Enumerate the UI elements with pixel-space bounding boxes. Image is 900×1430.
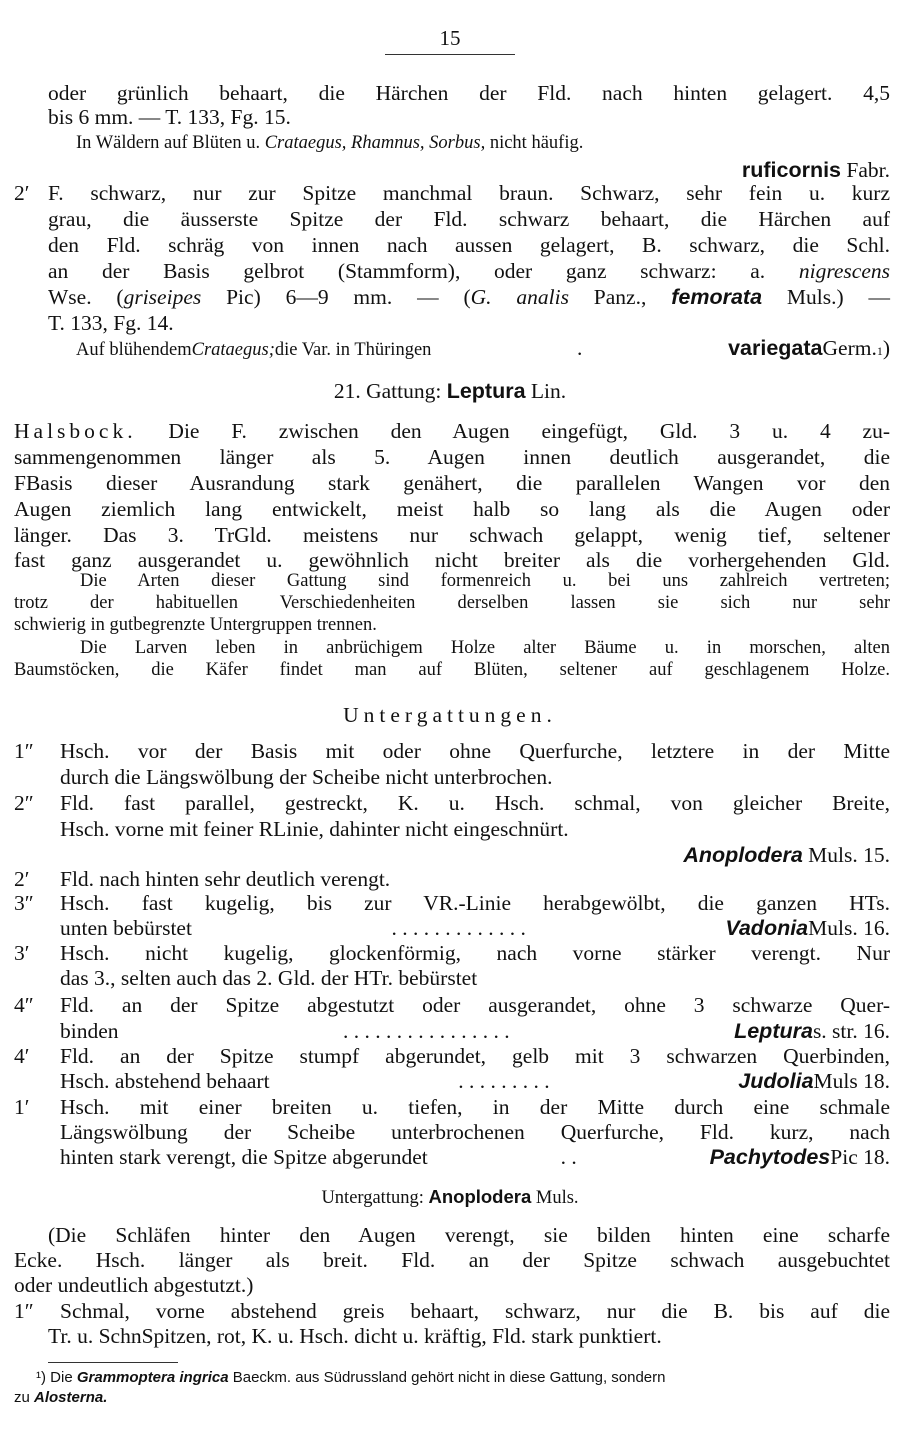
- subgenus-name: Vadonia: [725, 916, 809, 940]
- habitat-text: In Wäldern auf Blüten u.: [76, 133, 265, 153]
- footnote-mark: ¹) Die: [36, 1369, 77, 1386]
- genus-desc-line-6: fast ganz ausgerandet u. gewöhnlich nicht breiter als die vorhergehenden Gld.: [14, 548, 890, 572]
- variegata-text-line-3: den Fld. schräg von innen nach aussen gelagert, B. schwarz, die Schl.: [48, 233, 890, 257]
- footnote-rule: [48, 1362, 178, 1363]
- genus-name: Leptura: [446, 379, 526, 403]
- subgenus-desc-line-3: oder undeutlich abgestutzt.): [14, 1273, 254, 1297]
- text: Pic) 6—9 mm. — (: [201, 285, 471, 309]
- subgenus-desc-line-1: (Die Schläfen hinter den Augen verengt, sie bilden hinten eine scharfe: [48, 1223, 890, 1247]
- subgenus-heading: [0, 1186, 900, 1209]
- synonym-name: G. analis: [470, 285, 569, 309]
- subgenus-author: Muls 18.: [813, 1069, 890, 1093]
- ruficornis-text-line-2: bis 6 mm. — T. 133, Fg. 15.: [48, 105, 291, 129]
- species-author: Fabr.: [841, 158, 890, 182]
- habitat-text: die Var. in Thüringen: [274, 340, 432, 360]
- species-variegata: [76, 335, 890, 364]
- key-label: 2″: [14, 791, 34, 815]
- variegata-text-line-2: grau, die äusserste Spitze der Fld. schwarz behaart, die Härchen auf: [48, 207, 890, 231]
- subgenus-pachytodes-entry: [60, 1144, 890, 1170]
- ruficornis-habitat: [76, 132, 583, 154]
- subgenus-vadonia-entry: [60, 915, 890, 941]
- subgenus-key-line-2: Tr. u. SchnSpitzen, rot, K. u. Hsch. dicht u. kräftig, Fld. stark punktiert.: [48, 1324, 662, 1348]
- text: Panz.,: [568, 285, 672, 309]
- species-name-variegata: variegata: [728, 336, 823, 360]
- habitat-text-end: nicht häufig.: [485, 133, 584, 153]
- key-label: 4′: [14, 1044, 30, 1068]
- subgenus-author: Muls. 16.: [808, 916, 890, 940]
- subgenus-author: s. str. 16.: [812, 1019, 890, 1043]
- synonym-name: femorata: [671, 285, 763, 309]
- plant-names: Crataegus, Rhamnus, Sorbus,: [264, 133, 486, 153]
- genus-note-line-2: trotz der habituellen Verschiedenheiten derselben lassen sie sich nur sehr: [14, 593, 890, 613]
- text: unten bebürstet: [60, 916, 192, 940]
- footnote-line-1: [36, 1369, 666, 1387]
- text: binden: [60, 1019, 119, 1043]
- subgenus-name: Judolia: [738, 1069, 814, 1093]
- species-author: Germ.: [822, 336, 877, 360]
- species-name-ruficornis: ruficornis: [741, 158, 842, 182]
- footnote-genus: Alosterna.: [34, 1389, 108, 1406]
- subgenus-leptura-entry: [60, 1018, 890, 1044]
- genus-heading: [0, 378, 900, 404]
- subgenera-heading: Untergattungen.: [343, 703, 557, 727]
- genus-desc-line-4: Augen ziemlich lang entwickelt, meist halb so lang als die Augen oder: [14, 497, 890, 521]
- text: Muls.) —: [762, 285, 890, 309]
- genus-author: Lin.: [525, 379, 567, 403]
- footnote-text: Baeckm. aus Südrussland gehört nicht in diese Gattung, sondern: [228, 1369, 666, 1386]
- key-label: 3′: [14, 941, 30, 965]
- leader-dots: . . . . . . . . .: [458, 1069, 550, 1093]
- text: ): [882, 336, 890, 360]
- page-number: 15: [439, 26, 461, 50]
- subgenus-name: Leptura: [734, 1019, 813, 1043]
- genus-desc-line-2: sammengenommen länger als 5. Augen innen deutlich ausgerandet, die: [14, 445, 890, 469]
- key-label: 2′: [14, 867, 30, 891]
- key-label: 4″: [14, 993, 34, 1017]
- plant-name: Crataegus;: [191, 340, 275, 360]
- common-name: Halsbock.: [14, 419, 137, 443]
- subgenus-prefix: Untergattung:: [321, 1188, 429, 1208]
- key-2-line-1: Fld. fast parallel, gestreckt, K. u. Hsch. schmal, von gleicher Breite,: [60, 791, 890, 815]
- subgenus-author: Pic 18.: [830, 1145, 890, 1169]
- footnote-line-2: [14, 1389, 107, 1407]
- key-3-line-1: Fld. nach hinten sehr deutlich verengt.: [60, 867, 391, 891]
- genus-desc-line-3: FBasis dieser Ausrandung stark genähert, die parallelen Wangen vor den: [14, 471, 890, 495]
- subgenus-anoplodera-entry: [60, 842, 890, 868]
- genus-note-line-1: Die Arten dieser Gattung sind formenreich u. bei uns zahlreich vertreten;: [80, 571, 890, 591]
- leader-dots: . .: [560, 1145, 577, 1169]
- variegata-text-line-4: [48, 258, 890, 284]
- subgenus-heading-name: Anoplodera: [428, 1186, 532, 1207]
- genus-note-line-4: Die Larven leben in anbrüchigem Holze alter Bäume u. in morschen, alten: [80, 638, 890, 658]
- key-5-line-2: das 3., selten auch das 2. Gld. der HTr. bebürstet: [60, 966, 478, 990]
- subgenus-desc-line-2: Ecke. Hsch. länger als breit. Fld. an der Spitze schwach ausgebuchtet: [14, 1248, 890, 1272]
- key-label: 1″: [14, 1299, 34, 1323]
- genus-prefix: 21. Gattung:: [333, 379, 447, 403]
- leader-dots: . . . . . . . . . . . . . . . .: [343, 1019, 510, 1043]
- key-label: 2′: [14, 181, 30, 205]
- key-2-line-2: Hsch. vorne mit feiner RLinie, dahinter nicht eingeschnürt.: [60, 817, 569, 841]
- variegata-text-line-6: T. 133, Fg. 14.: [48, 311, 174, 335]
- key-label: 3″: [14, 891, 34, 915]
- key-8-line-1: Hsch. mit einer breiten u. tiefen, in der Mitte durch eine schmale: [60, 1095, 890, 1119]
- key-5-line-1: Hsch. nicht kugelig, glockenförmig, nach vorne stärker verengt. Nur: [60, 941, 890, 965]
- genus-desc-line-1: [14, 418, 890, 444]
- key-7-line-1: Fld. an der Spitze stumpf abgerundet, gelb mit 3 schwarzen Querbinden,: [60, 1044, 890, 1068]
- ruficornis-text-line-1: oder grünlich behaart, die Härchen der Fld. nach hinten gelagert. 4,5: [48, 81, 890, 105]
- variety-name: nigrescens: [798, 259, 890, 283]
- synonym-name: griseipes: [123, 285, 202, 309]
- subgenus-name: Pachytodes: [709, 1145, 831, 1169]
- subgenus-key-line-1: Schmal, vorne abstehend greis behaart, schwarz, nur die B. bis auf die: [60, 1299, 890, 1323]
- footnote-text: zu: [14, 1389, 35, 1406]
- subgenus-author: Muls. 15.: [802, 843, 890, 867]
- variegata-text-line-5: [48, 284, 890, 310]
- header-rule: [385, 54, 515, 55]
- key-1-line-1: Hsch. vor der Basis mit oder ohne Querfurche, letztere in der Mitte: [60, 739, 890, 763]
- text: Hsch. abstehend behaart: [60, 1069, 270, 1093]
- subgenus-name: Anoplodera: [683, 843, 803, 867]
- subgenus-heading-author: Muls.: [531, 1188, 579, 1208]
- text: Die F. zwischen den Augen eingefügt, Gld. 3 u. 4 zu-: [136, 419, 890, 443]
- key-label: 1″: [14, 739, 34, 763]
- footnote-ref: 1: [876, 344, 883, 358]
- key-8-line-2: Längswölbung der Scheibe unterbrochenen Querfurche, Fld. kurz, nach: [60, 1120, 890, 1144]
- text: an der Basis gelbrot (Stammform), oder ganz schwarz: a.: [48, 259, 799, 283]
- text: hinten stark verengt, die Spitze abgerundet: [60, 1145, 428, 1169]
- key-label: 1′: [14, 1095, 30, 1119]
- text: Wse. (: [48, 285, 124, 309]
- genus-desc-line-5: länger. Das 3. TrGld. meistens nur schwach gelappt, wenig tief, seltener: [14, 523, 890, 547]
- subgenus-judolia-entry: [60, 1068, 890, 1094]
- footnote-species: Grammoptera ingrica: [76, 1369, 229, 1386]
- genus-note-line-5: Baumstöcken, die Käfer findet man auf Blüten, seltener auf geschlagenem Holze.: [14, 660, 890, 680]
- key-6-line-1: Fld. an der Spitze abgestutzt oder ausgerandet, ohne 3 schwarze Quer-: [60, 993, 890, 1017]
- variegata-text-line-1: F. schwarz, nur zur Spitze manchmal braun. Schwarz, sehr fein u. kurz: [48, 181, 890, 205]
- leader-dots: .: [577, 336, 583, 360]
- key-4-line-1: Hsch. fast kugelig, bis zur VR.-Linie herabgewölbt, die ganzen HTs.: [60, 891, 890, 915]
- genus-note-line-3: schwierig in gutbegrenzte Untergruppen trennen.: [14, 615, 377, 635]
- habitat-text: Auf blühendem: [76, 340, 192, 360]
- leader-dots: . . . . . . . . . . . . .: [391, 916, 526, 940]
- key-1-line-2: durch die Längswölbung der Scheibe nicht unterbrochen.: [60, 765, 553, 789]
